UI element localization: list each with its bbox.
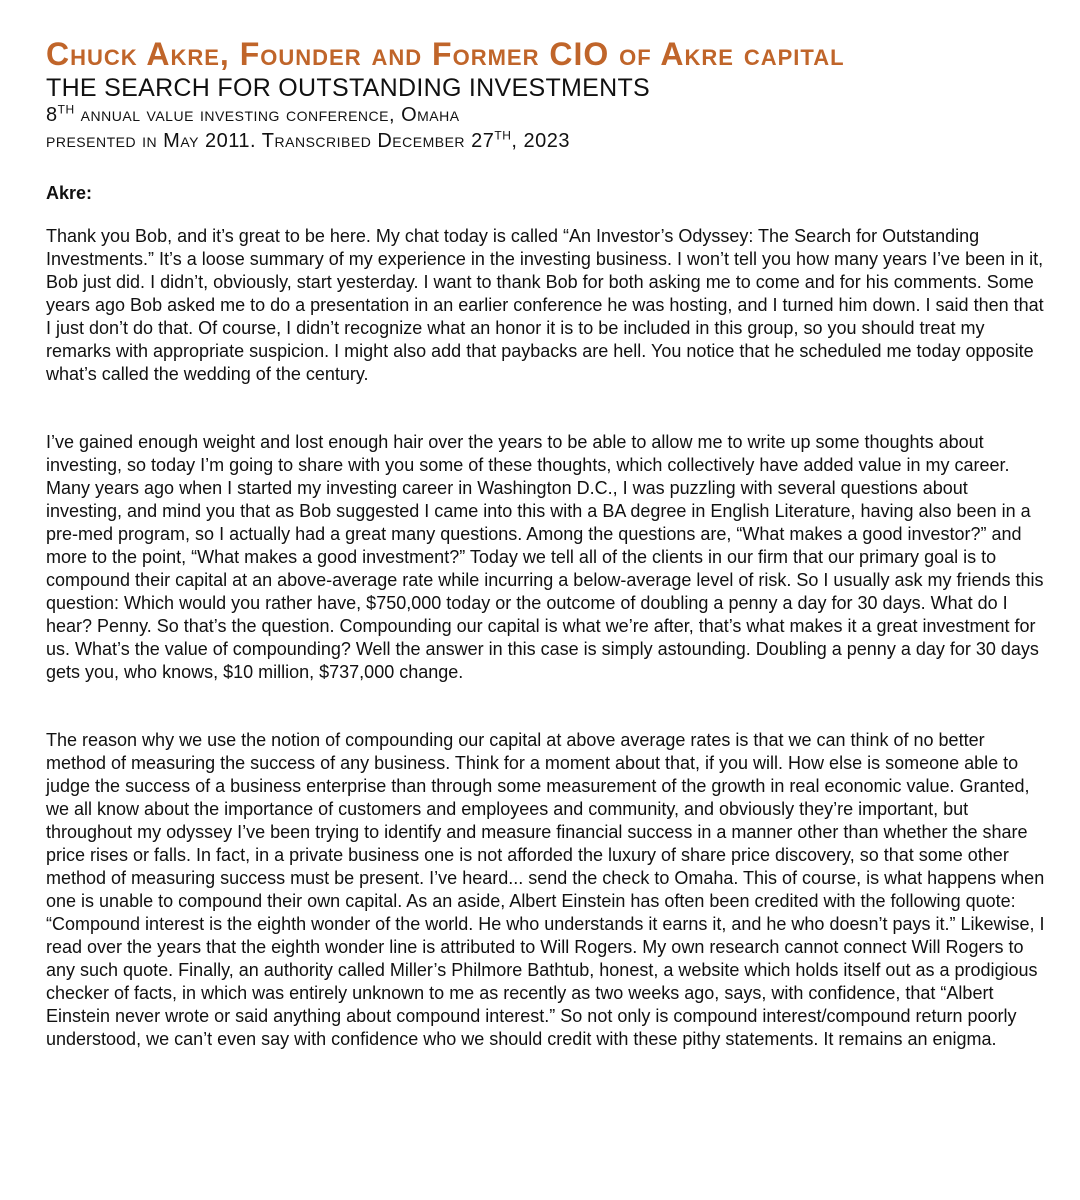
- transcript-paragraph-3: The reason why we use the notion of compounding our capital at above average rates is that we can think of no better method of measuring the success of any business. Think for a moment about that, if you will. How else is someone able to judge the success of a business enterprise than through some measurement of the growth in real economic value. Granted, we all know about the importance of customers and employees and community, and obviously they’re important, but throughout my odyssey I’ve been trying to identify and measure financial success in a manner other than whether the share price rises or falls. In fact, in a private business one is not afforded the luxury of share price discovery, so that some other method of measuring success must be present. I’ve heard... send the check to Omaha. This of course, is what happens when one is unable to compound their own capital. As an aside, Albert Einstein has often been credited with the following quote: “Compound interest is the eighth wonder of the world. He who understands it earns it, and he who doesn’t pays it.” Likewise, I read over the years that the eighth wonder line is attributed to Will Rogers. My own research cannot connect Will Rogers to any such quote. Finally, an authority called Miller’s Philmore Bathtub, honest, a website which holds itself out as a prodigious checker of facts, in which was entirely unknown to me as recently as two weeks ago, says, with confidence, that “Albert Einstein never wrote or said anything about compound interest.” So not only is compound interest/compound return poorly understood, we can’t even say with confidence who we should credit with these pithy statements. It remains an enigma.: [46, 730, 1045, 1049]
- document-subtitle: THE SEARCH FOR OUTSTANDING INVESTMENTS: [46, 74, 651, 102]
- document-page: [46, 34, 1046, 1051]
- conference-ordinal-suffix: TH: [57, 102, 75, 117]
- transcript-paragraph-1: Thank you Bob, and it’s great to be here. My chat today is called “An Investor’s Odyssey: The Search for Outstanding Investments.” It’s a loose summary of my experience in the investing business. I won’t tell you how many years I’ve been in it, Bob just did. I didn’t, obviously, start yesterday. I want to thank Bob for both asking me to come and for his comments. Some years ago Bob asked me to do a presentation in an earlier conference he was hosting, and I turned him down. I said then that I just don’t do that. Of course, I didn’t recognize what an honor it is to be included in this group, so you should treat my remarks with appropriate suspicion. I might also add that paybacks are hell. You notice that he scheduled me today opposite what’s called the wedding of the century.: [46, 226, 1044, 384]
- presentation-date-line: [46, 128, 1046, 154]
- speaker-label: Akre:: [46, 183, 93, 203]
- document-title: Chuck Akre, Founder and Former CIO of Akre capital: [46, 36, 845, 72]
- presentation-date-prefix: presented in May 2011. Transcribed December 27: [46, 130, 495, 152]
- conference-ordinal-number: 8: [46, 104, 58, 126]
- transcribed-ordinal-suffix: TH: [494, 128, 512, 143]
- transcript-paragraph-2: I’ve gained enough weight and lost enough hair over the years to be able to allow me to write up some thoughts about investing, so today I’m going to share with you some of these thoughts, which collectively have added value in my career. Many years ago when I started my investing career in Washington D.C., I was puzzling with several questions about investing, and mind you that as Bob suggested I came into this with a BA degree in English Literature, having also been in a pre-med program, so I actually had a great many questions. Among the questions are, “What makes a good investor?” and more to the point, “What makes a good investment?” Today we tell all of the clients in our firm that our primary goal is to compound their capital at an above-average rate while incurring a below-average level of risk. So I usually ask my friends this question: Which would you rather have, $750,000 today or the outcome of doubling a penny a day for 30 days. What do I hear? Penny. So that’s the question. Compounding our capital is what we’re after, that’s what makes it a great investment for us. What’s the value of compounding? Well the answer in this case is simply astounding. Doubling a penny a day for 30 days gets you, who knows, $10 million, $737,000 change.: [46, 432, 1044, 682]
- conference-name: annual value investing conference, Omaha: [74, 104, 460, 126]
- transcribed-year: , 2023: [511, 130, 570, 152]
- conference-line: [46, 102, 1046, 128]
